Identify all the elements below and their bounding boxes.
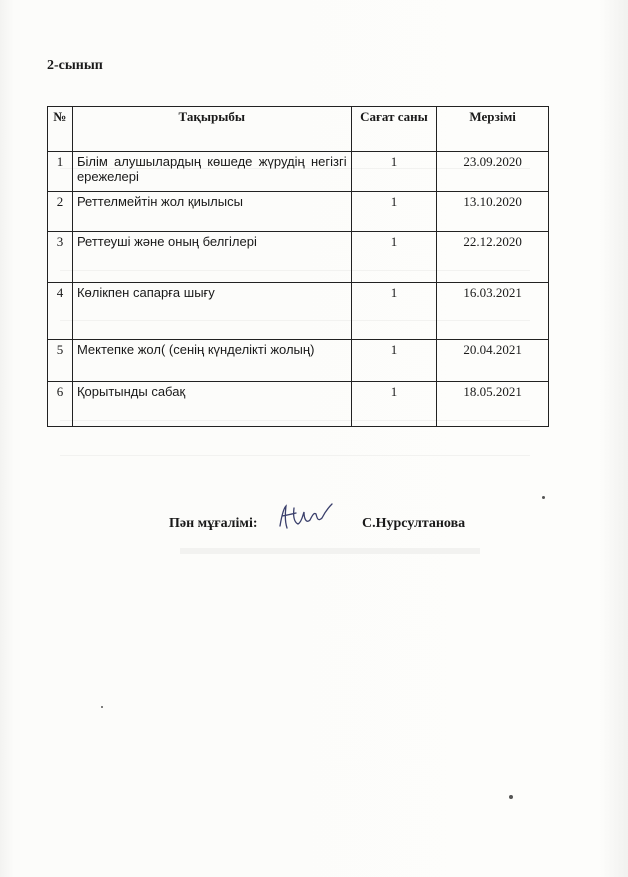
row-hours: 1 xyxy=(351,340,437,382)
header-hours: Сағат саны xyxy=(351,107,437,152)
row-num: 5 xyxy=(48,340,73,382)
row-date: 20.04.2021 xyxy=(437,340,549,382)
row-topic: Қорытынды сабақ xyxy=(72,382,351,427)
row-hours: 1 xyxy=(351,382,437,427)
teacher-name: С.Нурсултанова xyxy=(362,516,466,531)
table-header-row xyxy=(48,107,549,152)
row-hours: 1 xyxy=(351,283,437,340)
row-num: 3 xyxy=(48,232,73,283)
table-row xyxy=(48,192,549,232)
row-topic: Мектепке жол( (сенің күнделікті жолың) xyxy=(72,340,351,382)
bleed-through-mark xyxy=(180,548,480,554)
table-row xyxy=(48,382,549,427)
row-date: 13.10.2020 xyxy=(437,192,549,232)
row-num: 6 xyxy=(48,382,73,427)
row-date: 22.12.2020 xyxy=(437,232,549,283)
row-topic: Көлікпен сапарға шығу xyxy=(72,283,351,340)
table-row xyxy=(48,232,549,283)
row-topic: Білім алушылардың көшеде жүрудің негізгі ережелері xyxy=(72,152,351,192)
paper-speck xyxy=(509,795,513,799)
paper-speck xyxy=(101,706,103,708)
row-num: 2 xyxy=(48,192,73,232)
row-topic: Реттеуші және оның белгілері xyxy=(72,232,351,283)
row-date: 16.03.2021 xyxy=(437,283,549,340)
row-date: 18.05.2021 xyxy=(437,382,549,427)
teacher-label: Пән мұғалімі: xyxy=(169,516,258,531)
row-num: 4 xyxy=(48,283,73,340)
header-num: № xyxy=(48,107,73,152)
header-date: Мерзімі xyxy=(437,107,549,152)
paper-speck xyxy=(542,496,545,499)
handwritten-signature xyxy=(276,500,336,532)
table-row xyxy=(48,283,549,340)
table-row xyxy=(48,152,549,192)
header-topic: Тақырыбы xyxy=(72,107,351,152)
lesson-plan-table xyxy=(47,106,549,427)
row-hours: 1 xyxy=(351,232,437,283)
row-hours: 1 xyxy=(351,152,437,192)
row-num: 1 xyxy=(48,152,73,192)
row-topic: Реттелмейтін жол қиылысы xyxy=(72,192,351,232)
bleed-through-mark xyxy=(60,455,530,456)
row-hours: 1 xyxy=(351,192,437,232)
table-row xyxy=(48,340,549,382)
class-label: 2-сынып xyxy=(47,58,103,73)
row-date: 23.09.2020 xyxy=(437,152,549,192)
